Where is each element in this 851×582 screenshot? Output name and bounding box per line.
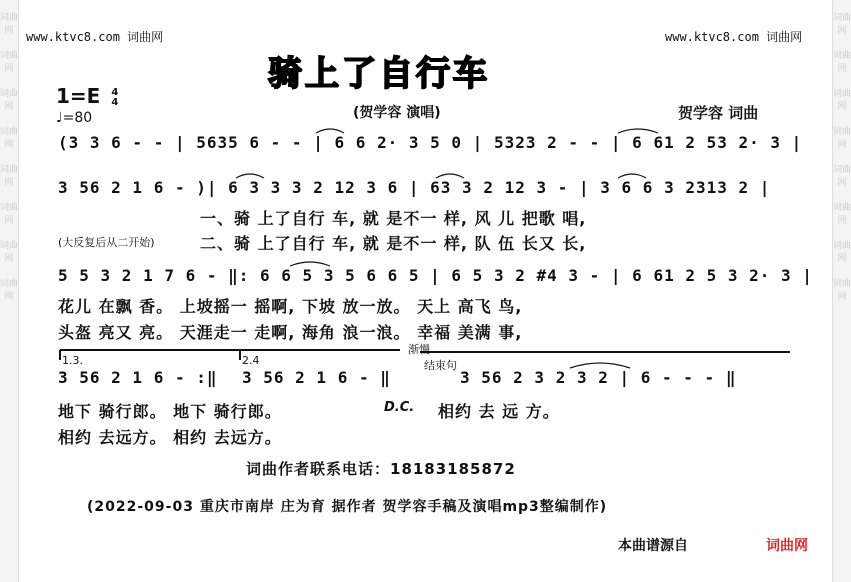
side-watermark: 词曲网 bbox=[833, 165, 851, 188]
side-watermark: 词曲网 bbox=[833, 279, 851, 302]
score-row-4c: 3 56 2 3 2 3 2 | 6 - - - ‖ bbox=[460, 368, 737, 387]
key-label: 1=E bbox=[56, 84, 101, 108]
ritardando-mark: 渐慢 bbox=[408, 343, 430, 356]
song-title: 骑上了自行车 bbox=[268, 54, 490, 94]
side-watermark: 词曲网 bbox=[0, 89, 19, 112]
side-watermark: 词曲网 bbox=[833, 241, 851, 264]
ending-phrase-label: 结束句 bbox=[424, 359, 457, 372]
lyric-row-3-verse-2: 头盔 亮又 亮。 天涯走一 走啊, 海角 浪一浪。 幸福 美满 事, bbox=[58, 323, 523, 342]
header-watermark-left: www.ktvc8.com 词曲网 bbox=[26, 30, 164, 44]
lyric-row-4-verse-1: 地下 骑行郎。 地下 骑行郎。 bbox=[58, 402, 282, 421]
production-note: (2022-09-03 重庆市南岸 庄为育 据作者 贺学容手稿及演唱mp3整编制作) bbox=[87, 499, 608, 515]
side-watermark: 词曲网 bbox=[833, 13, 851, 36]
side-watermark: 词曲网 bbox=[833, 203, 851, 226]
da-capo-mark: D.C. bbox=[384, 400, 415, 415]
tempo-mark: ♩=80 bbox=[56, 110, 93, 126]
side-watermark: 词曲网 bbox=[0, 51, 19, 74]
subtitle: (贺学容 演唱) bbox=[353, 105, 441, 121]
time-sig-top: 4 bbox=[111, 86, 119, 98]
lyric-row-4-verse-2: 相约 去远方。 相约 去远方。 bbox=[58, 428, 282, 447]
score-row-2: 3 56 2 1 6 - )| 6 3 3 3 2 12 3 6 | 63 3 2 12 3 - | 3 6 6 3 2313 2 | bbox=[58, 178, 771, 197]
lyric-row-2-verse-1: 一、骑 上了自行 车, 就 是不一 样, 风 儿 把歌 唱, bbox=[200, 209, 587, 228]
source-label: 本曲谱源自 bbox=[618, 538, 688, 554]
score-row-1: (3 3 6 - - | 5635 6 - - | 6 6 2· 3 5 0 | 5323 2 - - | 6 61 2 53 2· 3 | bbox=[58, 133, 803, 152]
side-watermark: 词曲网 bbox=[833, 127, 851, 150]
side-watermark: 词曲网 bbox=[833, 51, 851, 74]
score-row-4a: 3 56 2 1 6 - :‖ bbox=[58, 368, 218, 387]
score-row-3: 5 5 3 2 1 7 6 - ‖: 6 6 5 3 5 6 6 5 | 6 5 3 2 #4 3 - | 6 61 2 5 3 2· 3 | bbox=[58, 266, 813, 285]
contact-line: 词曲作者联系电话：18183185872 bbox=[246, 460, 516, 478]
repeat-note: (大反复后从二开始) bbox=[58, 236, 155, 249]
side-watermark: 词曲网 bbox=[833, 89, 851, 112]
volta-1-3: 1.3. bbox=[62, 354, 83, 367]
header-watermark-right: www.ktvc8.com 词曲网 bbox=[665, 30, 803, 44]
side-watermark: 词曲网 bbox=[0, 279, 19, 302]
score-row-4b: 3 56 2 1 6 - ‖ bbox=[242, 368, 391, 387]
lyric-row-4-verse-1-end: 相约 去 远 方。 bbox=[438, 402, 560, 421]
side-watermark: 词曲网 bbox=[0, 127, 19, 150]
source-brand-link[interactable]: 词曲网 bbox=[766, 538, 808, 554]
side-watermark: 词曲网 bbox=[0, 203, 19, 226]
side-watermark: 词曲网 bbox=[0, 13, 19, 36]
volta-2-4: 2.4 bbox=[242, 354, 260, 367]
side-watermark: 词曲网 bbox=[0, 241, 19, 264]
composer-credit: 贺学容 词曲 bbox=[678, 104, 759, 122]
lyric-row-3-verse-1: 花儿 在飘 香。 上坡摇一 摇啊, 下坡 放一放。 天上 高飞 鸟, bbox=[58, 297, 523, 316]
side-watermark: 词曲网 bbox=[0, 165, 19, 188]
time-sig-bottom: 4 bbox=[111, 96, 119, 108]
lyric-row-2-verse-2: 二、骑 上了自行 车, 就 是不一 样, 队 伍 长又 长, bbox=[200, 234, 587, 253]
